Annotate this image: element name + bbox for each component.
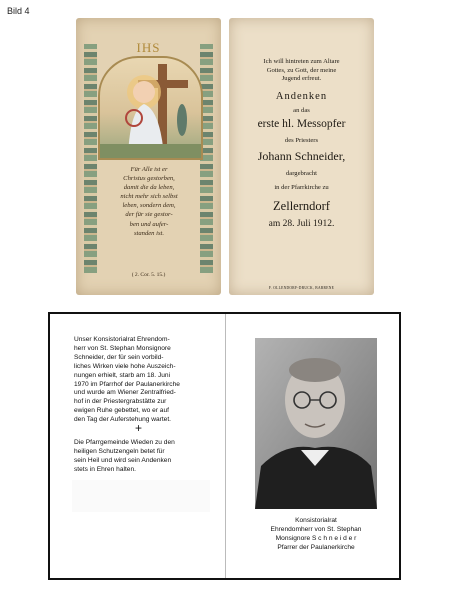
- blank-area: [72, 480, 210, 512]
- parish-text: [74, 439, 203, 475]
- verse-line: Christus gestorben,: [123, 175, 175, 183]
- intro-line: Gottes, zu Gott, der meine: [266, 66, 337, 74]
- intro-verse: [237, 58, 366, 84]
- place-name: Zellerndorf: [273, 199, 330, 213]
- obituary-line: 1970 im Pfarrhof der Paulanerkirche: [74, 380, 180, 388]
- holy-card-front: [76, 18, 221, 295]
- ihs-monogram: IHS: [136, 40, 161, 55]
- intro-line: Jugend erfreut.: [281, 75, 322, 83]
- caption-line: Monsignore S c h n e i d e r: [275, 534, 357, 542]
- parish-line: heiligen Schutzengeln betet für: [74, 447, 165, 455]
- obituary-line: Schneider, der für sein vorbild-: [74, 353, 164, 361]
- dargebracht-text: dargebracht: [286, 170, 317, 177]
- verse-reference: ( 2. Cor. 5. 15.): [131, 272, 166, 278]
- obituary-text: [74, 336, 203, 425]
- fold-line: [225, 314, 226, 578]
- obituary-line: und wurde am Wiener Zentralfried-: [74, 389, 176, 397]
- parish-line: stets in Ehren halten.: [74, 465, 136, 473]
- parish-line: sein Heil und wird sein Andenken: [74, 456, 172, 464]
- parish-line: Die Pfarrgemeinde Wieden zu den: [74, 439, 175, 446]
- verse-line: ben und aufer-: [129, 220, 169, 228]
- cross-symbol: +: [134, 421, 142, 435]
- verse-line: der für sie gestor-: [125, 211, 173, 219]
- obituary-line: hof in der Priestergrabstätte zur: [74, 398, 167, 406]
- mass-date: am 28. Juli 1912.: [268, 219, 335, 229]
- obituary-line: herr von St. Stephan Monsignore: [74, 344, 171, 352]
- verse-text: [110, 165, 188, 238]
- intro-line: Ich will hintreten zum Altare: [263, 58, 340, 65]
- verse-line: Für Alle ist er: [130, 166, 168, 173]
- priest-name: Johann Schneider,: [257, 149, 346, 163]
- obituary-line: nungen erhielt, starb am 18. Juni: [74, 371, 171, 379]
- obituary-line: den Tag der Auferstehung wartet.: [74, 416, 172, 424]
- caption-line: Ehrendomherr von St. Stephan: [270, 525, 362, 533]
- obituary-card: [48, 312, 401, 580]
- ornament-band-left: [84, 44, 97, 273]
- printer-line: F. OLLENDORF-DRUCK, BARRENE: [268, 286, 335, 290]
- pfarrkirche-text: in der Pfarrkirche zu: [274, 184, 329, 191]
- obituary-line: liches Wirken viele hohe Auszeich-: [74, 362, 176, 370]
- first-mass-card: [229, 18, 374, 295]
- verse-line: standen ist.: [133, 229, 165, 237]
- obituary-line: Unser Konsistorialrat Ehrendom-: [74, 336, 170, 343]
- des-priesters-text: des Priesters: [284, 137, 319, 144]
- andenken-heading: Andenken: [275, 91, 328, 102]
- portrait-caption: [236, 517, 396, 553]
- priest-portrait: [255, 338, 377, 509]
- caption-line: Pfarrer der Paulanerkirche: [277, 543, 355, 551]
- christ-child-picture: [98, 56, 203, 160]
- page-label: Bild 4: [7, 6, 30, 16]
- verse-line: damit die da leben,: [123, 184, 175, 192]
- caption-line: Konsistorialrat: [295, 517, 337, 524]
- obituary-line: ewigen Ruhe gebettet, wo er auf: [74, 407, 169, 415]
- messopfer-heading: erste hl. Messopfer: [257, 118, 346, 130]
- verse-line: nicht mehr sich selbst: [120, 193, 178, 201]
- verse-line: leben, sondern dem,: [122, 202, 176, 210]
- an-das-text: an das: [293, 107, 310, 114]
